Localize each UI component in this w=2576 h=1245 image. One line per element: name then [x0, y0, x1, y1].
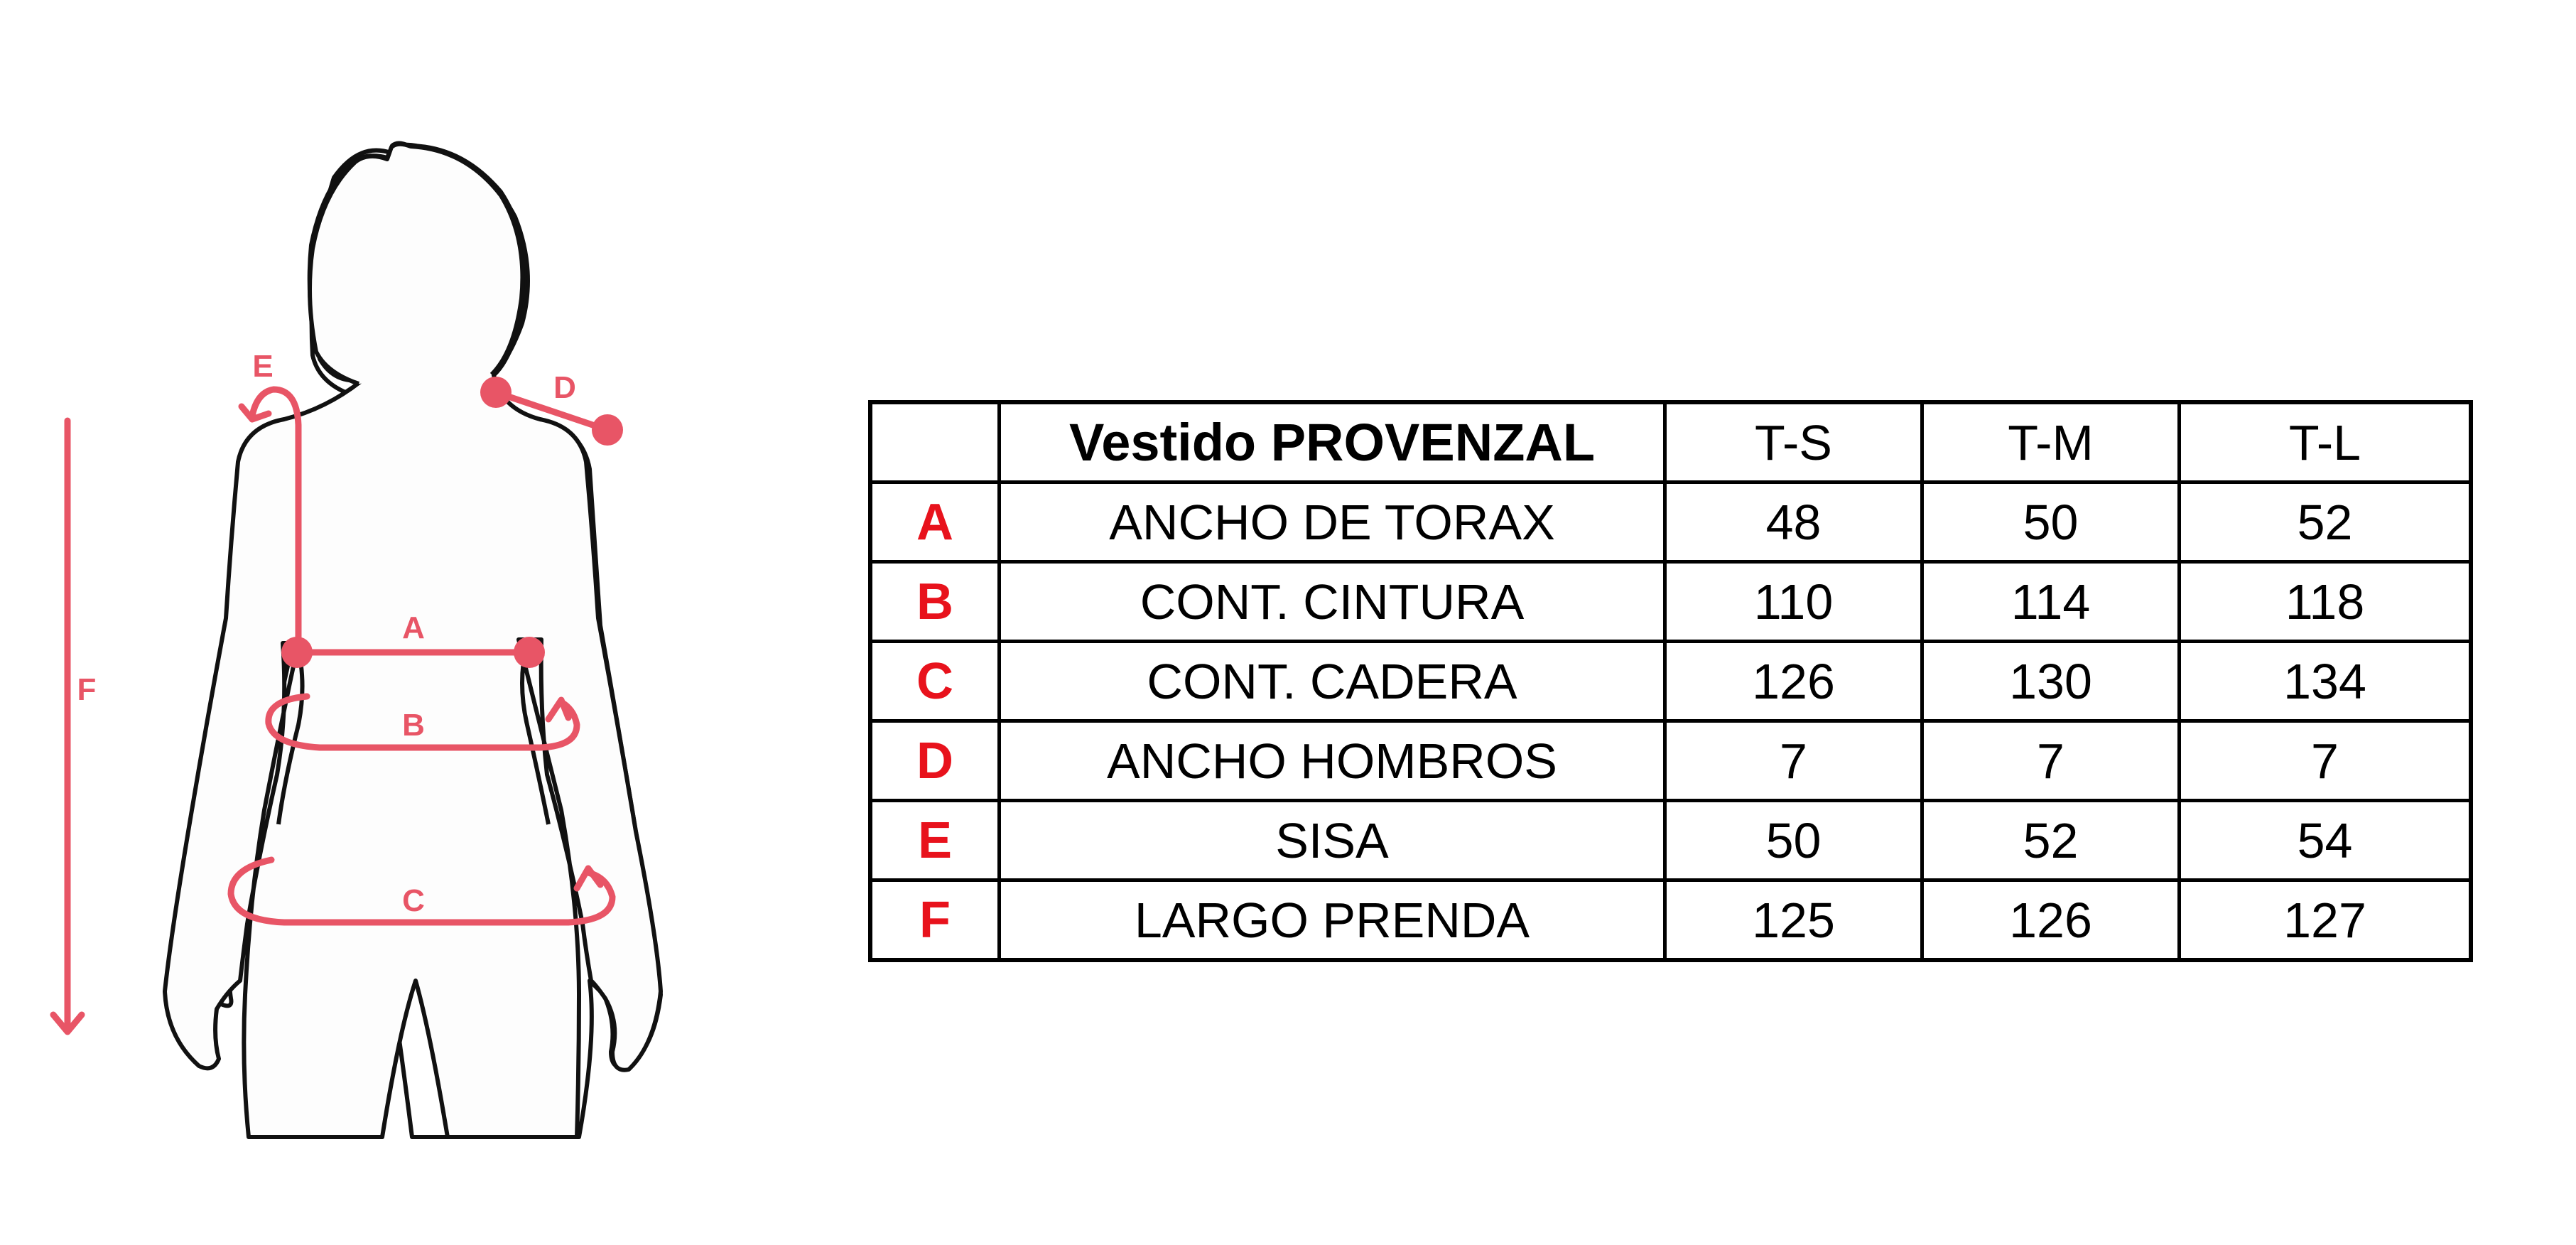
row-value-l: 54 [2180, 801, 2472, 880]
row-value-m: 114 [1922, 562, 2180, 642]
row-letter: F [870, 880, 1000, 961]
size-header-s: T-S [1665, 402, 1922, 483]
row-value-s: 110 [1665, 562, 1922, 642]
label-c: C [402, 883, 425, 918]
garment-title: Vestido PROVENZAL [1000, 402, 1665, 483]
shoulder-dot-inner [480, 377, 512, 408]
row-value-l: 134 [2180, 642, 2472, 721]
row-label: CONT. CADERA [1000, 642, 1665, 721]
size-header-m: T-M [1922, 402, 2180, 483]
shoulder-dot-outer [592, 414, 623, 446]
table-row [870, 880, 2471, 961]
row-letter: D [870, 721, 1000, 801]
chest-dot-right [514, 637, 545, 668]
label-b: B [402, 708, 425, 743]
row-value-l: 7 [2180, 721, 2472, 801]
table-row [870, 562, 2471, 642]
row-value-l: 118 [2180, 562, 2472, 642]
row-letter: E [870, 801, 1000, 880]
row-label: SISA [1000, 801, 1665, 880]
label-d: D [553, 370, 576, 405]
row-value-m: 130 [1922, 642, 2180, 721]
label-f: F [77, 672, 97, 707]
row-letter: B [870, 562, 1000, 642]
table-row [870, 483, 2471, 562]
row-label: LARGO PRENDA [1000, 880, 1665, 961]
row-letter: A [870, 483, 1000, 562]
label-a: A [402, 610, 425, 645]
row-value-m: 52 [1922, 801, 2180, 880]
row-value-s: 48 [1665, 483, 1922, 562]
row-letter: C [870, 642, 1000, 721]
row-value-s: 50 [1665, 801, 1922, 880]
size-header-l: T-L [2180, 402, 2472, 483]
body-measurement-figure [0, 0, 853, 1245]
chest-dot-left [281, 637, 313, 668]
table-header-row [870, 402, 2471, 483]
row-value-m: 50 [1922, 483, 2180, 562]
row-value-m: 126 [1922, 880, 2180, 961]
table-row [870, 801, 2471, 880]
size-chart-table [868, 400, 2473, 962]
row-value-s: 126 [1665, 642, 1922, 721]
row-value-s: 7 [1665, 721, 1922, 801]
row-value-l: 127 [2180, 880, 2472, 961]
row-label: ANCHO DE TORAX [1000, 483, 1665, 562]
label-e: E [252, 349, 274, 384]
row-value-l: 52 [2180, 483, 2472, 562]
row-label: ANCHO HOMBROS [1000, 721, 1665, 801]
row-value-m: 7 [1922, 721, 2180, 801]
header-empty-cell [870, 402, 1000, 483]
row-label: CONT. CINTURA [1000, 562, 1665, 642]
row-value-s: 125 [1665, 880, 1922, 961]
table-row [870, 721, 2471, 801]
table-row [870, 642, 2471, 721]
